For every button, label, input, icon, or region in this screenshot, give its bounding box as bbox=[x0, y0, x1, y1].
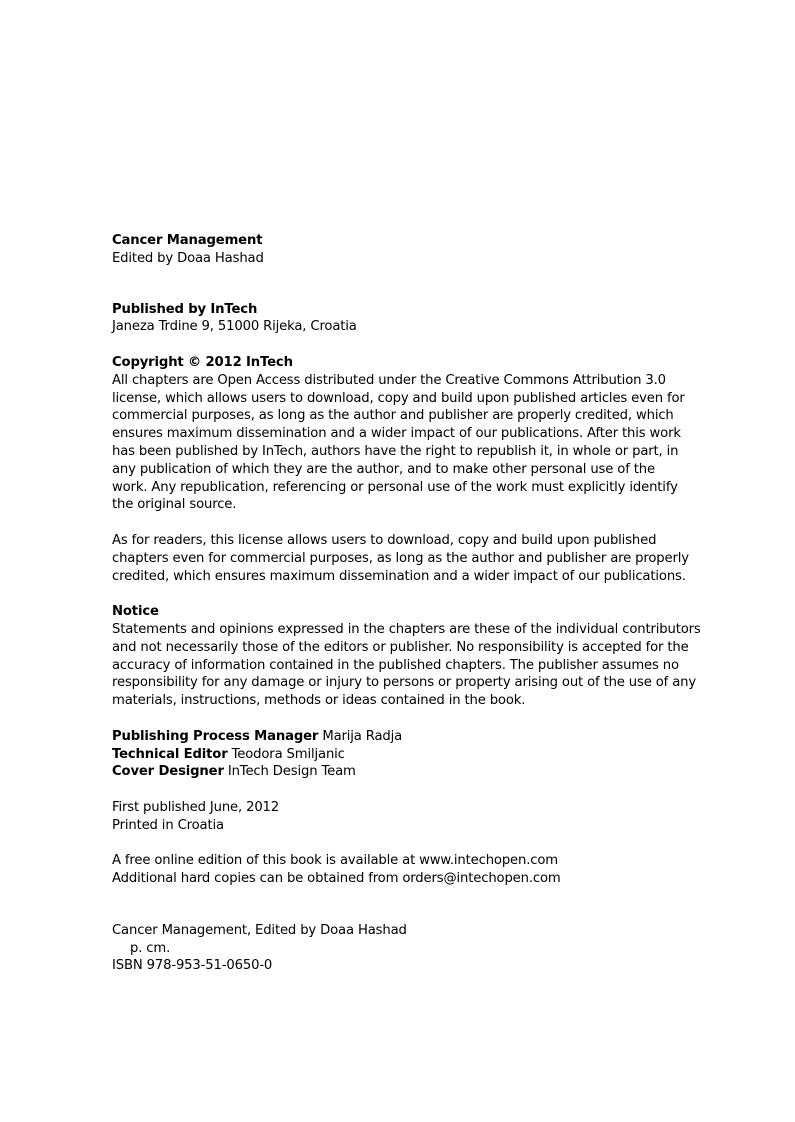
copyright-p1-line: All chapters are Open Access distributed under the Creative Commons Attribution 3.0 bbox=[112, 372, 666, 388]
copyright-p1-line: has been published by InTech, authors have the right to republish it, in whole or part, in bbox=[112, 443, 679, 459]
credit-name: Marija Radja bbox=[322, 728, 403, 744]
credit-name: Teodora Smiljanic bbox=[231, 746, 345, 762]
credit-row bbox=[112, 763, 692, 781]
copyright-p1-line: ensures maximum dissemination and a wider impact of our publications. After this work bbox=[112, 426, 681, 442]
book-editor: Edited by Doaa Hashad bbox=[112, 250, 264, 266]
hard-copies: Additional hard copies can be obtained from orders@intechopen.com bbox=[112, 871, 561, 887]
credit-role: Cover Designer bbox=[112, 764, 224, 780]
catalog-pages: p. cm. bbox=[130, 940, 171, 956]
credit-name: InTech Design Team bbox=[227, 764, 356, 780]
isbn: ISBN 978-953-51-0650-0 bbox=[112, 958, 273, 974]
availability-section bbox=[112, 852, 692, 888]
credit-row bbox=[112, 746, 692, 764]
credits-section bbox=[112, 728, 692, 781]
copyright-p1-line: license, which allows users to download, copy and build upon published articles even for bbox=[112, 390, 685, 406]
notice-line: materials, instructions, methods or ideas contained in the book. bbox=[112, 693, 526, 709]
notice-section bbox=[112, 603, 701, 710]
credit-row bbox=[112, 728, 692, 746]
notice-line: accuracy of information contained in the published chapters. The publisher assumes no bbox=[112, 657, 679, 673]
catalog-title: Cancer Management, Edited by Doaa Hashad bbox=[112, 922, 407, 938]
catalog-section bbox=[112, 922, 692, 975]
copyright-section bbox=[112, 354, 692, 585]
copyright-page bbox=[112, 232, 701, 975]
publication-section bbox=[112, 799, 692, 835]
book-title: Cancer Management bbox=[112, 233, 263, 248]
copyright-p2-line: chapters even for commercial purposes, as long as the author and publisher are properly bbox=[112, 550, 689, 566]
first-published: First published June, 2012 bbox=[112, 799, 280, 815]
copyright-p1-line: work. Any republication, referencing or personal use of the work must explicitly identify bbox=[112, 479, 678, 495]
publisher-info bbox=[112, 301, 692, 337]
copyright-p1-line: commercial purposes, as long as the author and publisher are properly credited, which bbox=[112, 408, 674, 424]
copyright-p1-line: the original source. bbox=[112, 497, 237, 513]
copyright-p1-line: any publication of which they are the author, and to make other personal use of the bbox=[112, 461, 655, 477]
copyright-heading: Copyright © 2012 InTech bbox=[112, 354, 293, 370]
copyright-p2-line: credited, which ensures maximum dissemination and a wider impact of our publications. bbox=[112, 568, 686, 584]
notice-line: responsibility for any damage or injury to persons or property arising out of the use of any bbox=[112, 675, 696, 691]
notice-heading: Notice bbox=[112, 604, 159, 620]
printed-in: Printed in Croatia bbox=[112, 817, 224, 833]
copyright-p2-line: As for readers, this license allows users to download, copy and build upon published bbox=[112, 532, 657, 548]
online-edition: A free online edition of this book is available at www.intechopen.com bbox=[112, 853, 558, 869]
credit-role: Publishing Process Manager bbox=[112, 728, 319, 744]
publisher-address: Janeza Trdine 9, 51000 Rijeka, Croatia bbox=[112, 319, 357, 335]
book-info bbox=[112, 232, 692, 268]
notice-line: Statements and opinions expressed in the chapters are these of the individual contributors bbox=[112, 621, 701, 637]
credit-role: Technical Editor bbox=[112, 746, 228, 762]
notice-line: and not necessarily those of the editors or publisher. No responsibility is accepted for the bbox=[112, 639, 689, 655]
publisher-heading: Published by InTech bbox=[112, 301, 258, 317]
